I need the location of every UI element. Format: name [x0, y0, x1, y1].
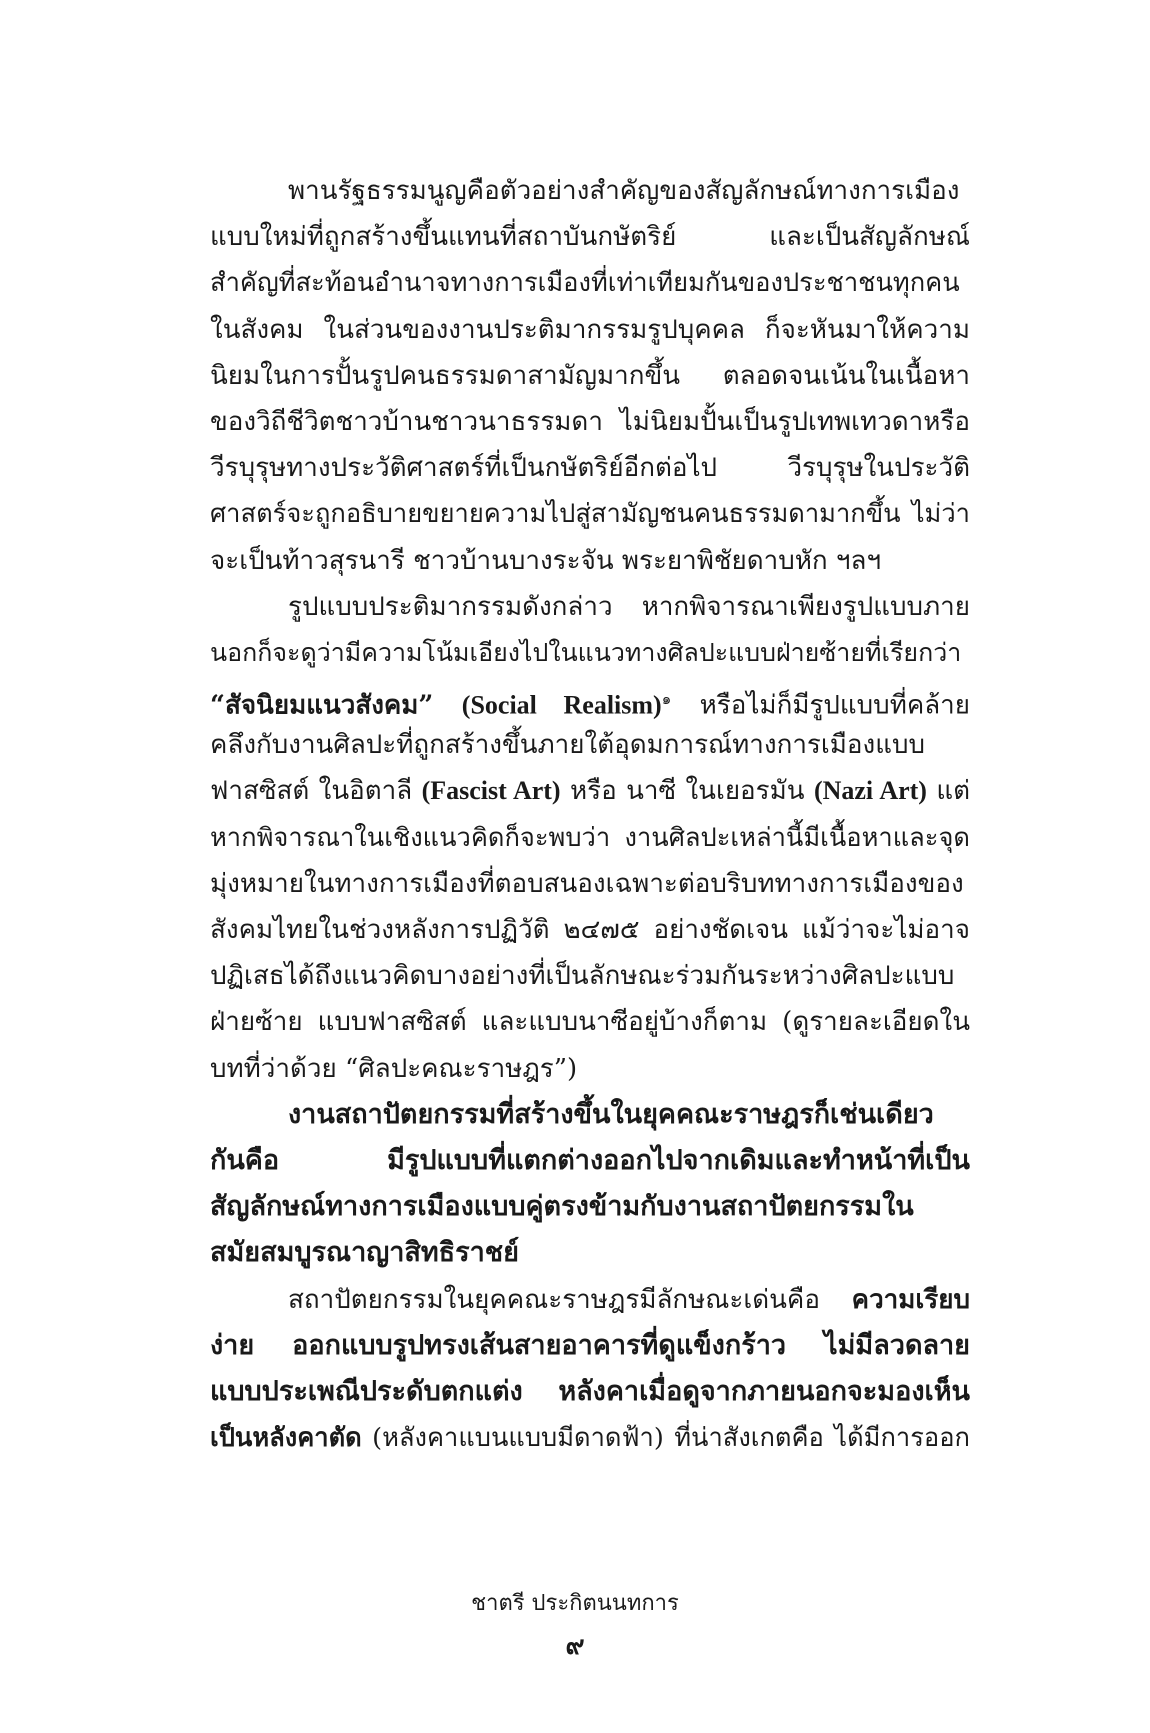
p2-line-10: ฝ่ายซ้าย แบบฟาสซิสต์ และแบบนาซีอยู่บ้างก็ตาม (ดูรายละเอียดใน	[210, 1007, 970, 1038]
p1-line-2: แบบใหม่ที่ถูกสร้างขึ้นแทนที่สถาบันกษัตริย์ และเป็นสัญลักษณ์	[210, 222, 970, 253]
p2-line-4: คลึงกับงานศิลปะที่ถูกสร้างขึ้นภายใต้อุดมการณ์ทางการเมืองแบบ	[210, 730, 925, 761]
p1-line-7: วีรบุรุษทางประวัติศาสตร์ที่เป็นกษัตริย์อีกต่อไป วีรบุรุษในประวัติ	[210, 453, 970, 484]
term-fascist-art: (Fascist Art)	[421, 776, 561, 806]
p2-line-1: รูปแบบประติมากรรมดังกล่าว หากพิจารณาเพียงรูปแบบภาย	[288, 591, 970, 622]
p2-line-11: บทที่ว่าด้วย “ศิลปะคณะราษฎร”)	[210, 1053, 578, 1084]
term-social-realism: (Social Realism)	[461, 690, 662, 720]
p4-line-4	[210, 1415, 970, 1461]
p1-line-9: จะเป็นท้าวสุรนารี ชาวบ้านบางระจัน พระยาพิชัยดาบหัก ฯลฯ	[210, 545, 882, 576]
p4-line-3: แบบประเพณีประดับตกแต่ง หลังคาเมื่อดูจากภายนอกจะมองเห็น	[210, 1375, 970, 1407]
p3-line-1: งานสถาปัตยกรรมที่สร้างขึ้นในยุคคณะราษฎรก็เช่นเดียว	[288, 1098, 934, 1130]
p4-line-1-b: ความเรียบ	[851, 1284, 970, 1315]
p4-line-1-a: สถาปัตยกรรมในยุคคณะราษฎรมีลักษณะเด่นคือ	[288, 1284, 820, 1315]
p3-line-2: กันคือ มีรูปแบบที่แตกต่างออกไปจากเดิมและทำหน้าที่เป็น	[210, 1144, 970, 1176]
footer-author: ชาตรี ประกิตนนทการ	[471, 1591, 679, 1616]
p1-line-3: สำคัญที่สะท้อนอำนาจทางการเมืองที่เท่าเทียมกันของประชาชนทุกคน	[210, 268, 960, 299]
p3-line-4: สมัยสมบูรณาญาสิทธิราชย์	[210, 1237, 519, 1269]
term-nazi-art: (Nazi Art)	[813, 776, 927, 806]
p1-line-8: ศาสตร์จะถูกอธิบายขยายความไปสู่สามัญชนคนธรรมดามากขึ้น ไม่ว่า	[210, 499, 970, 530]
body-text	[210, 168, 970, 1461]
p4-line-4-bold: เป็นหลังคาตัด	[210, 1423, 362, 1454]
p4-line-2: ง่าย ออกแบบรูปทรงเส้นสายอาคารที่ดูแข็งกร้าว ไม่มีลวดลาย	[210, 1329, 970, 1361]
p2-line-3-rest: หรือไม่ก็มีรูปแบบที่คล้าย	[699, 690, 970, 721]
p1-line-4: ในสังคม ในส่วนของงานประติมากรรมรูปบุคคล ก็จะหันมาให้ความ	[210, 314, 970, 345]
p2-line-8: สังคมไทยในช่วงหลังการปฏิวัติ ๒๔๗๕ อย่างชัดเจน แม้ว่าจะไม่อาจ	[210, 915, 970, 945]
p2-line-6: หากพิจารณาในเชิงแนวคิดก็จะพบว่า งานศิลปะเหล่านี้มีเนื้อหาและจุด	[210, 822, 970, 853]
p4-line-1	[210, 1277, 970, 1323]
p1-line-1: พานรัฐธรรมนูญคือตัวอย่างสำคัญของสัญลักษณ์ทางการเมือง	[288, 176, 960, 206]
term-social-realism-thai: “สัจนิยมแนวสังคม”	[210, 690, 434, 721]
p2-line-5-b: หรือ นาซี ในเยอรมัน	[569, 776, 805, 807]
p4-line-4-rest: (หลังคาแบนแบบมีดาดฟ้า) ที่น่าสังเกตคือ ได้มีการออก	[372, 1423, 970, 1454]
p2-line-7: มุ่งหมายในทางการเมืองที่ตอบสนองเฉพาะต่อบริบททางการเมืองของ	[210, 868, 964, 899]
p2-line-5-a: ฟาสซิสต์ ในอิตาลี	[210, 776, 413, 807]
p2-line-2: นอกก็จะดูว่ามีความโน้มเอียงไปในแนวทางศิลปะแบบฝ่ายซ้ายที่เรียกว่า	[210, 637, 962, 667]
p2-line-5-c: แต่	[936, 776, 971, 807]
page-number: ๙	[565, 1631, 585, 1661]
p1-line-5: นิยมในการปั้นรูปคนธรรมดาสามัญมากขึ้น ตลอดจนเน้นในเนื้อหา	[210, 360, 970, 391]
p2-line-9: ปฏิเสธได้ถึงแนวคิดบางอย่างที่เป็นลักษณะร่วมกันระหว่างศิลปะแบบ	[210, 961, 955, 992]
footnote-marker[interactable]: ๑	[661, 690, 672, 709]
p1-line-6: ของวิถีชีวิตชาวบ้านชาวนาธรรมดา ไม่นิยมปั้นเป็นรูปเทพเทวดาหรือ	[210, 406, 970, 437]
p2-line-5	[210, 768, 970, 814]
p3-line-3: สัญลักษณ์ทางการเมืองแบบคู่ตรงข้ามกับงานสถาปัตยกรรมใน	[210, 1191, 914, 1223]
p2-line-3	[210, 676, 970, 722]
